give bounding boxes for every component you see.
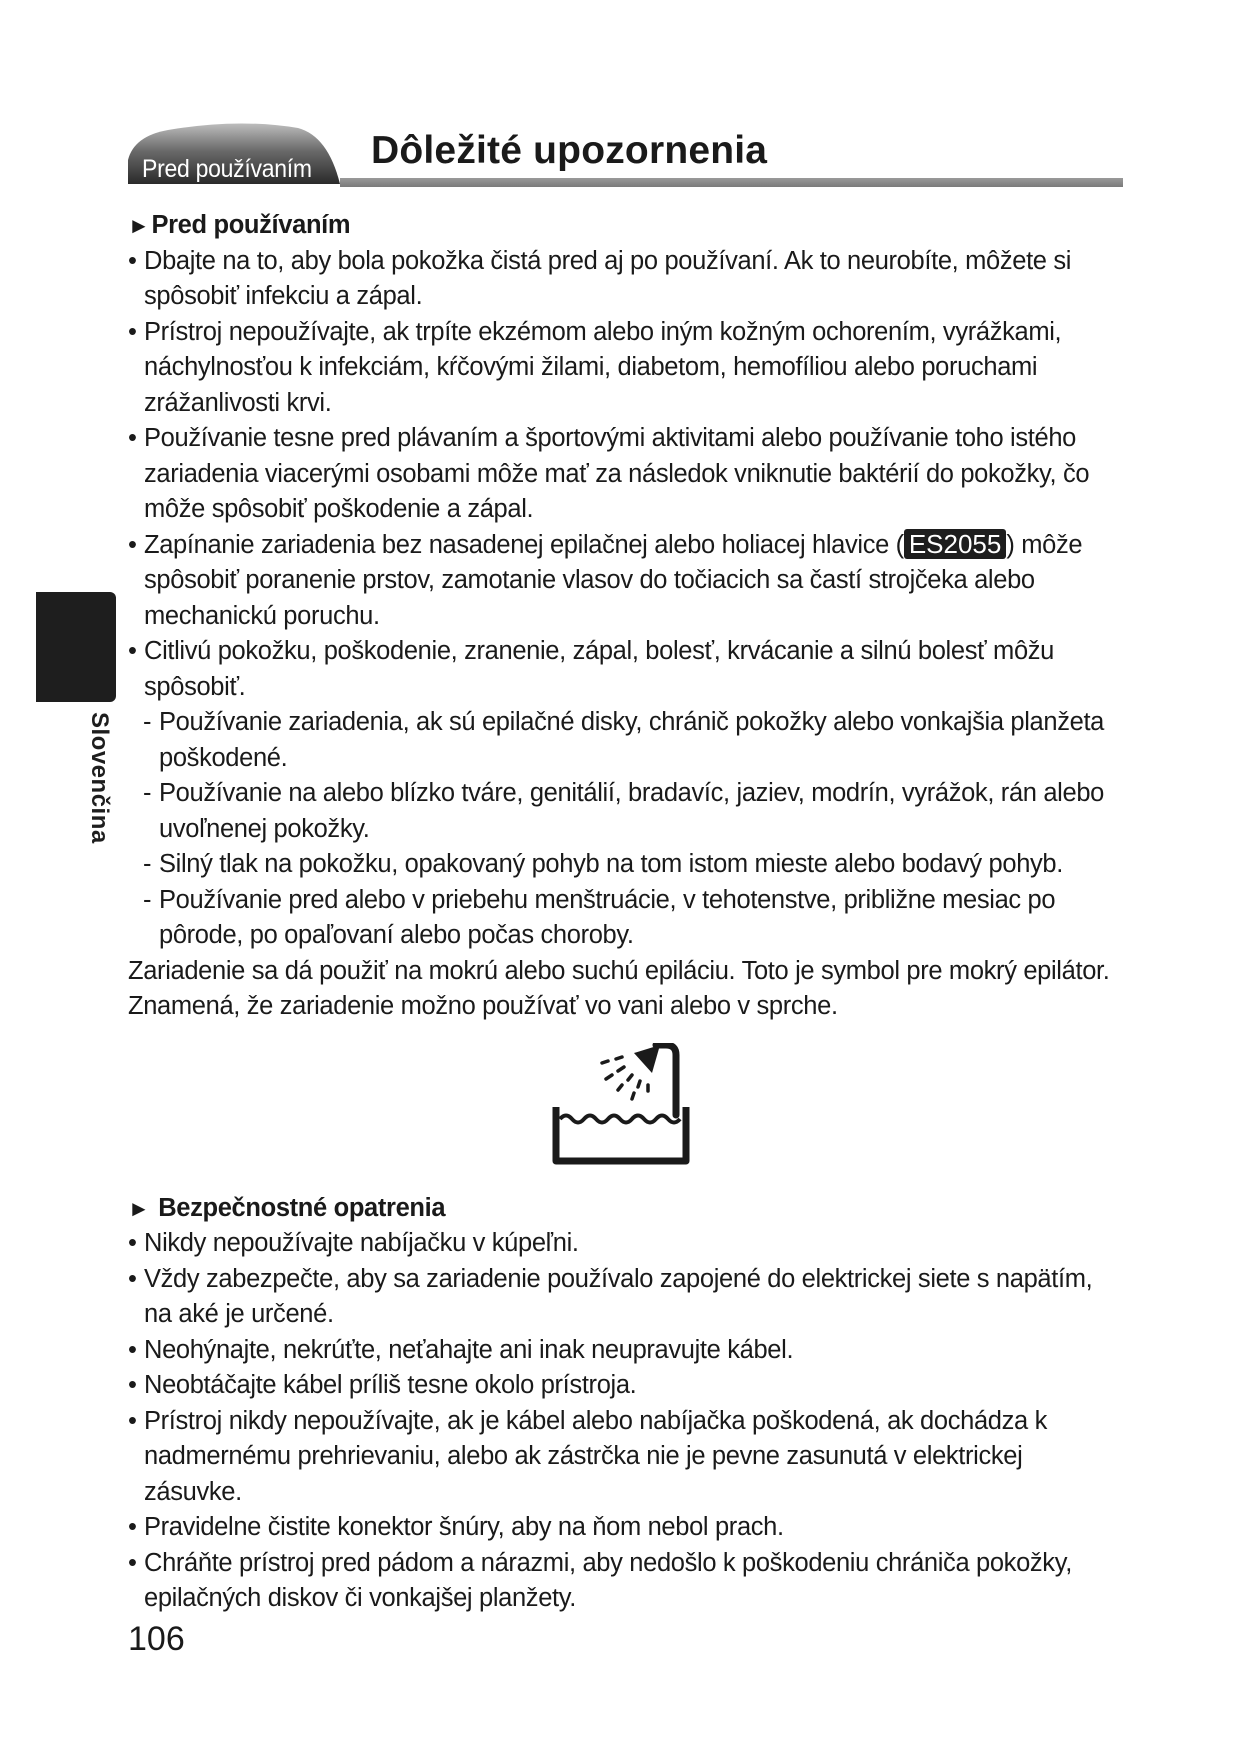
list-item-text: Citlivú pokožku, poškodenie, zranenie, zápal, bolesť, krvácanie a silnú bolesť môžu spôsobiť. bbox=[144, 637, 1055, 701]
language-tab-marker bbox=[36, 592, 116, 702]
list-item: • Používanie tesne pred plávaním a športovými aktivitami alebo používanie toho istého zariadenia viacerými osobami môže mať za následok vniknutie baktérií do pokožky, čo môže spôsobiť poškodenie a zápal. bbox=[128, 421, 1118, 528]
header-divider bbox=[340, 178, 1123, 187]
section-heading-safety bbox=[128, 1191, 1118, 1227]
list-item bbox=[128, 634, 1118, 705]
risk-sublist bbox=[128, 705, 1118, 954]
language-tab-label: Slovenčina bbox=[86, 712, 113, 844]
list-item: • Vždy zabezpečte, aby sa zariadenie používalo zapojené do elektrickej siete s napätím, na aké je určené. bbox=[128, 1262, 1118, 1333]
section-heading-before-use bbox=[128, 208, 1118, 244]
icon-container bbox=[128, 1025, 1118, 1191]
page-number: 106 bbox=[128, 1620, 185, 1658]
section-heading-text: Bezpečnostné opatrenia bbox=[158, 1193, 446, 1222]
sublist-item: - Používanie pred alebo v priebehu menštruácie, v tehotenstve, približne mesiac po pôrode, po opaľovaní alebo počas choroby. bbox=[128, 883, 1118, 954]
main-content bbox=[128, 208, 1118, 1617]
model-badge: ES2055 bbox=[904, 529, 1007, 559]
triangle-arrow-icon: ► bbox=[128, 1195, 150, 1221]
sublist-item: - Silný tlak na pokožku, opakovaný pohyb na tom istom mieste alebo bodavý pohyb. bbox=[128, 847, 1118, 883]
sublist-item: - Používanie zariadenia, ak sú epilačné disky, chránič pokožky alebo vonkajšia planžeta poškodené. bbox=[128, 705, 1118, 776]
before-use-list bbox=[128, 244, 1118, 706]
list-item: • Prístroj nikdy nepoužívajte, ak je kábel alebo nabíjačka poškodená, ak dochádza k nadmernému prehrievaniu, alebo ak zástrčka nie je pevne zasunutá v elektrickej zásuvke. bbox=[128, 1404, 1118, 1511]
list-item: • Dbajte na to, aby bola pokožka čistá pred aj po používaní. Ak to neurobíte, môžete si spôsobiť infekciu a zápal. bbox=[128, 244, 1118, 315]
section-heading-text: Pred používaním bbox=[151, 211, 351, 239]
list-item: • Neohýnajte, nekrúťte, neťahajte ani inak neupravujte kábel. bbox=[128, 1333, 1118, 1369]
page-title: Dôležité upozornenia bbox=[371, 129, 768, 172]
wet-use-paragraph: Zariadenie sa dá použiť na mokrú alebo suchú epiláciu. Toto je symbol pre mokrý epilátor. Znamená, že zariadenie možno používať vo vani alebo v sprche. bbox=[128, 956, 1110, 1020]
list-item bbox=[128, 528, 1118, 635]
list-item: • Neobtáčajte kábel príliš tesne okolo prístroja. bbox=[128, 1368, 1118, 1404]
list-item: • Pravidelne čistite konektor šnúry, aby na ňom nebol prach. bbox=[128, 1510, 1118, 1546]
safety-list bbox=[128, 1226, 1118, 1617]
header-tab-label: Pred používaním bbox=[142, 155, 312, 183]
triangle-arrow-icon: ► bbox=[128, 213, 150, 238]
list-item: • Prístroj nepoužívajte, ak trpíte ekzémom alebo iným kožným ochorením, vyrážkami, náchylnosťou k infekciám, kŕčovými žilami, diabetom, hemofíliou alebo poruchami zrážanlivosti krvi. bbox=[128, 315, 1118, 422]
list-item-text: Zapínanie zariadenia bez nasadenej epilačnej alebo holiacej hlavice ( bbox=[144, 530, 904, 559]
sublist-item: - Používanie na alebo blízko tváre, genitálií, bradavíc, jaziev, modrín, vyrážok, rán alebo uvoľnenej pokožky. bbox=[128, 776, 1118, 847]
shower-bath-icon bbox=[552, 1043, 690, 1169]
list-item-text: ) môže spôsobiť poranenie prstov, zamotanie vlasov do točiacich sa častí strojčeka alebo mechanickú poruchu. bbox=[144, 530, 1083, 630]
list-item: • Chráňte prístroj pred pádom a nárazmi, aby nedošlo k poškodeniu chrániča pokožky, epilačných diskov či vonkajšej planžety. bbox=[128, 1546, 1118, 1617]
page-header bbox=[128, 118, 1123, 190]
list-item: • Nikdy nepoužívajte nabíjačku v kúpeľni. bbox=[128, 1226, 1118, 1262]
